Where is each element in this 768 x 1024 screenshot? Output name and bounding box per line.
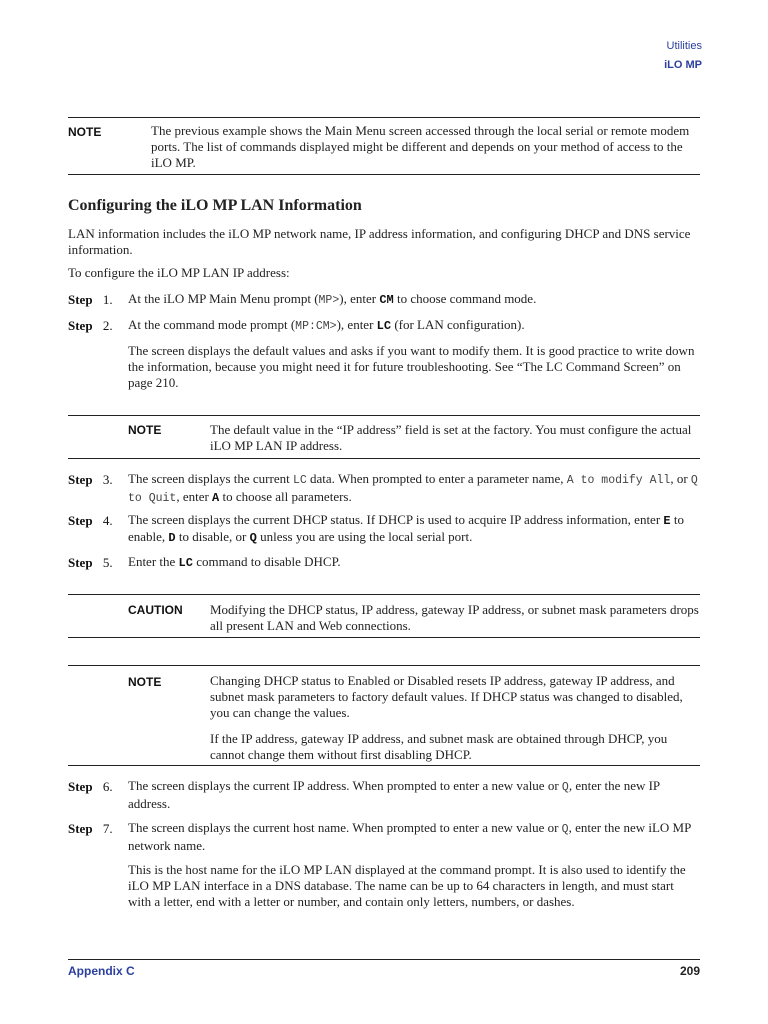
text-run: At the command mode prompt ( xyxy=(128,317,296,332)
text-run: unless you are using the local serial port. xyxy=(256,529,473,544)
step-2-text xyxy=(128,317,700,335)
text-run: to choose all parameters. xyxy=(219,489,352,504)
code-text: A to modify All xyxy=(566,474,671,487)
text-run: Enter the xyxy=(128,554,179,569)
text-run: ), enter xyxy=(336,317,377,332)
footer-rule xyxy=(68,959,700,960)
step-6-text xyxy=(128,778,700,812)
note2-bottom-rule xyxy=(68,458,700,459)
step-3-label xyxy=(68,471,113,489)
text-run: to choose command mode. xyxy=(393,291,537,306)
text-run: , enter the new iLO MP network name. xyxy=(128,820,691,853)
step-word: Step xyxy=(68,292,93,307)
step-number: 5. xyxy=(102,555,113,570)
note1-label: NOTE xyxy=(68,125,102,139)
step-number: 6. xyxy=(102,779,113,794)
step-word: Step xyxy=(68,513,93,528)
code-text: Q xyxy=(561,823,569,836)
note2-top-rule xyxy=(68,415,700,416)
code-prompt: MP> xyxy=(318,294,340,307)
code-prompt: MP:CM> xyxy=(295,320,337,333)
code-text: Q to Quit xyxy=(128,474,698,505)
step-word: Step xyxy=(68,779,93,794)
step-number: 7. xyxy=(102,821,113,836)
step-number: 3. xyxy=(102,472,113,487)
note3-text-1: Changing DHCP status to Enabled or Disabled resets IP address, gateway IP address, and subnet mask parameters to factory default values. If DHCP status was changed to disabled, you can change the values. xyxy=(210,673,683,720)
text-run: , enter the new IP address. xyxy=(128,778,660,811)
text-run: to disable, or xyxy=(175,529,250,544)
code-text: Q xyxy=(561,781,569,794)
text-run: ), enter xyxy=(339,291,380,306)
step-word: Step xyxy=(68,555,93,570)
step-4-text xyxy=(128,512,700,546)
step-1-label xyxy=(68,291,113,309)
text-run: The screen displays the current DHCP status. If DHCP is used to acquire IP address information, enter xyxy=(128,512,664,527)
step-6-label xyxy=(68,778,113,796)
step-3-text xyxy=(128,471,700,507)
step-5-text xyxy=(128,554,700,571)
note3-bottom-rule xyxy=(68,765,700,766)
step-word: Step xyxy=(68,472,93,487)
note1-text: The previous example shows the Main Menu screen accessed through the local serial or remote modem ports. The list of commands displayed might be different and depends on your method of access to the iLO MP. xyxy=(151,123,690,170)
section-heading: Configuring the iLO MP LAN Information xyxy=(68,197,362,214)
command-key: A xyxy=(212,491,220,505)
note3-text-2: If the IP address, gateway IP address, and subnet mask are obtained through DHCP, you cannot change them without first disabling DHCP. xyxy=(210,731,668,762)
header-subsection: iLO MP xyxy=(664,59,702,71)
step-5-label xyxy=(68,554,113,572)
footer-appendix: Appendix C xyxy=(68,964,135,978)
step-7-paragraph: This is the host name for the iLO MP LAN displayed at the command prompt. It is also used to identify the iLO MP LAN interface in a DNS database. The name can be up to 64 characters in length, and must start with a letter, end with a letter or number, and contain only letters, numbers, or dashes. xyxy=(128,862,686,909)
command-key: E xyxy=(663,514,671,528)
text-run: , or xyxy=(670,471,691,486)
caution-text: Modifying the DHCP status, IP address, gateway IP address, or subnet mask parameters drops all present LAN and Web connections. xyxy=(210,602,699,633)
intro-paragraph: LAN information includes the iLO MP network name, IP address information, and configuring DHCP and DNS service information. xyxy=(68,226,691,257)
page-number: 209 xyxy=(679,964,700,978)
note3-top-rule xyxy=(68,665,700,666)
note3-label: NOTE xyxy=(128,675,162,689)
command-key: LC xyxy=(376,319,392,333)
note1-bottom-rule xyxy=(68,174,700,175)
caution-top-rule xyxy=(68,594,700,595)
step-1-text xyxy=(128,291,700,309)
header-section: Utilities xyxy=(666,40,702,52)
step-7-label xyxy=(68,820,113,838)
text-run: At the iLO MP Main Menu prompt ( xyxy=(128,291,319,306)
note2-label: NOTE xyxy=(128,423,162,437)
step-2-paragraph: The screen displays the default values and asks if you want to modify them. It is good practice to write down the information, because you might need it for future troubleshooting. See “The LC Command Screen” on page 210. xyxy=(128,343,695,390)
command-key: D xyxy=(168,531,176,545)
caution-bottom-rule xyxy=(68,637,700,638)
text-run: to enable, xyxy=(128,512,684,544)
intro-instruction: To configure the iLO MP LAN IP address: xyxy=(68,265,290,280)
text-run: data. When prompted to enter a parameter name, xyxy=(306,471,567,486)
note2-text: The default value in the “IP address” field is set at the factory. You must configure the actual iLO MP LAN IP address. xyxy=(210,422,692,453)
text-run: , enter xyxy=(176,489,213,504)
note1-top-rule xyxy=(68,117,700,118)
step-number: 2. xyxy=(102,318,113,333)
text-run: (for LAN configuration). xyxy=(391,317,525,332)
step-7-text xyxy=(128,820,700,854)
command-key: CM xyxy=(379,293,394,307)
text-run: The screen displays the current IP address. When prompted to enter a new value or xyxy=(128,778,562,793)
command-key: LC xyxy=(178,556,193,570)
caution-label: CAUTION xyxy=(128,603,183,617)
step-word: Step xyxy=(68,318,93,333)
text-run: The screen displays the current host name. When prompted to enter a new value or xyxy=(128,820,562,835)
command-key: Q xyxy=(249,531,257,545)
text-run: The screen displays the current xyxy=(128,471,293,486)
step-number: 4. xyxy=(102,513,113,528)
step-word: Step xyxy=(68,821,93,836)
text-run: command to disable DHCP. xyxy=(192,554,341,569)
code-text: LC xyxy=(292,474,307,487)
step-number: 1. xyxy=(102,292,113,307)
step-4-label xyxy=(68,512,113,530)
step-2-label xyxy=(68,317,113,335)
